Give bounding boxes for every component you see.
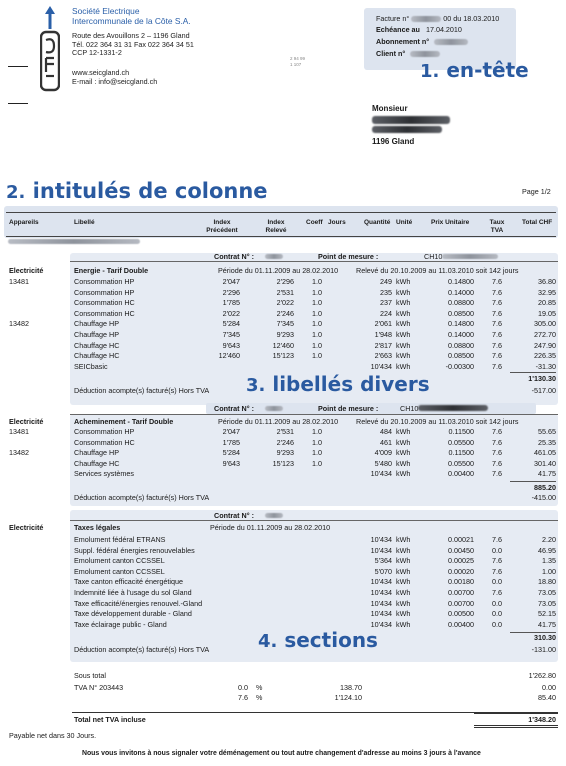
col-appareils: Appareils	[9, 219, 39, 226]
table-row	[0, 341, 566, 350]
cell-unite: kWh	[396, 619, 411, 629]
col-quantite: Quantité	[364, 219, 391, 226]
facture-date: 00 du 18.03.2010	[443, 14, 500, 23]
cell-quantite: 237	[380, 298, 392, 308]
cell-prix-unitaire: 0.14000	[448, 287, 474, 297]
col-taux-2: TVA	[490, 227, 504, 235]
cell-taux-tva: 7.6	[492, 458, 502, 468]
total-label: Total net TVA incluse	[74, 715, 146, 724]
cell-taux-tva: 0.0	[492, 598, 502, 608]
cell-total: 305.00	[534, 319, 556, 329]
address-change-notice: Nous vous invitons à nous signaler votre déménagement ou tout autre changement d'adresse au moins 3 jours à l'avance	[82, 750, 481, 757]
cell-quantite: 10'434	[370, 535, 392, 544]
cell-coeff: 1.0	[312, 308, 322, 318]
cell-unite: kWh	[396, 427, 411, 436]
company-ccp: CCP 12-1331-2	[72, 48, 122, 58]
cell-coeff: 1.0	[312, 351, 322, 361]
page-number: Page 1/2	[522, 187, 551, 196]
cell-prix-unitaire: 0.00400	[448, 469, 474, 479]
s1-point-label: Point de mesure :	[318, 252, 379, 261]
small-code-1: 2 94 99	[290, 56, 306, 61]
cell-libelle: Chauffage HP	[74, 319, 120, 329]
cell-quantite: 2'061	[374, 319, 392, 329]
cell-total: 41.75	[538, 619, 556, 629]
table-row	[0, 448, 566, 457]
cell-prix-unitaire: 0.14000	[448, 330, 474, 339]
cell-total: 41.75	[538, 469, 556, 479]
cell-total: 46.95	[538, 545, 556, 555]
cell-prix-unitaire: -0.00300	[445, 361, 474, 371]
cell-coeff: 1.0	[312, 458, 322, 468]
cell-quantite: 5'070	[374, 566, 392, 576]
cell-prix-unitaire: 0.14800	[448, 319, 474, 329]
s1-point-redacted	[442, 254, 498, 259]
sous-total-label: Sous total	[74, 671, 106, 680]
cell-taux-tva: 7.6	[492, 319, 502, 329]
cell-unite: kWh	[396, 535, 411, 544]
cell-index-releve: 7'345	[276, 319, 294, 329]
cell-libelle: Consommation HC	[74, 437, 135, 447]
cell-taux-tva: 7.6	[492, 308, 502, 318]
abonnement-redacted	[434, 39, 468, 45]
cell-index-precedent: 5'284	[222, 448, 240, 458]
cell-coeff: 1.0	[312, 330, 322, 339]
cell-index-precedent: 12'460	[218, 351, 240, 361]
cell-libelle: Chauffage HP	[74, 330, 120, 339]
cell-coeff: 1.0	[312, 298, 322, 308]
s2-contrat-label: Contrat N° :	[214, 404, 255, 413]
client-redacted	[410, 51, 440, 57]
cell-index-precedent: 2'047	[222, 277, 240, 286]
tva-amount-2: 85.40	[538, 693, 556, 702]
cell-taux-tva: 0.0	[492, 577, 502, 587]
table-row	[0, 298, 566, 307]
cell-prix-unitaire: 0.08800	[448, 340, 474, 350]
cell-quantite: 10'434	[370, 609, 392, 619]
cell-libelle: Taxe éclairage public - Gland	[74, 619, 167, 629]
s2-point-label: Point de mesure :	[318, 404, 379, 413]
cell-index-precedent: 2'047	[222, 427, 240, 436]
table-row	[0, 277, 566, 286]
cell-coeff: 1.0	[312, 437, 322, 447]
annotation-2: 2. intitulés de colonne	[6, 179, 268, 203]
cell-total: -31.30	[535, 361, 556, 371]
abonnement-label: Abonnement n°	[376, 37, 430, 46]
cell-prix-unitaire: 0.08800	[448, 298, 474, 308]
table-row	[0, 609, 566, 618]
cell-quantite: 10'434	[370, 577, 392, 587]
s2-contrat-redacted	[265, 406, 283, 411]
cell-libelle: Suppl. fédéral énergies renouvelables	[74, 545, 195, 555]
table-row	[0, 309, 566, 318]
cell-unite: kWh	[396, 437, 411, 447]
cell-quantite: 5'480	[374, 458, 392, 468]
cell-libelle: Emolument fédéral ETRANS	[74, 535, 166, 544]
s1-title: Energie - Tarif Double	[74, 266, 149, 275]
cell-index-precedent: 7'345	[222, 330, 240, 339]
cell-libelle: Emolument canton CCSSEL	[74, 566, 165, 576]
tva-rate-1: 0.0	[238, 683, 248, 692]
small-code-2: 1 107	[290, 62, 302, 67]
cell-prix-unitaire: 0.11500	[448, 427, 474, 436]
cell-total: 301.40	[534, 458, 556, 468]
cell-quantite: 10'434	[370, 469, 392, 479]
cell-total: 73.05	[538, 598, 556, 608]
cell-taux-tva: 7.6	[492, 298, 502, 308]
tva-amount-1: 0.00	[542, 683, 556, 692]
tva-pct-1: %	[256, 683, 263, 692]
cell-unite: kWh	[396, 361, 411, 371]
table-row	[0, 288, 566, 297]
cell-taux-tva: 7.6	[492, 437, 502, 447]
cell-coeff: 1.0	[312, 448, 322, 458]
cell-prix-unitaire: 0.00020	[448, 566, 474, 576]
s3-contrat-redacted	[265, 513, 283, 518]
cell-appareil: 13481	[9, 277, 29, 286]
cell-quantite: 10'434	[370, 545, 392, 555]
s2-title: Acheminement - Tarif Double	[74, 417, 174, 426]
col-taux-1: Taux	[489, 219, 505, 226]
cell-taux-tva: 7.6	[492, 566, 502, 576]
cell-libelle: Taxe canton efficacité énergétique	[74, 577, 183, 587]
cell-index-releve: 12'460	[272, 340, 294, 350]
cell-appareil: 13482	[9, 448, 29, 458]
cell-unite: kWh	[396, 330, 411, 339]
cell-index-releve: 15'123	[272, 351, 294, 361]
cell-libelle: Chauffage HC	[74, 351, 120, 361]
col-libelle: Libellé	[74, 219, 95, 226]
s3-deduction-label: Déduction acompte(s) facturé(s) Hors TVA	[74, 645, 210, 654]
s3-type: Electricité	[9, 523, 44, 532]
s1-subtotal: 1'130.30	[528, 374, 556, 383]
cell-prix-unitaire: 0.00500	[448, 609, 474, 619]
cell-index-releve: 2'296	[276, 277, 294, 286]
cell-index-releve: 2'531	[276, 287, 294, 297]
cell-prix-unitaire: 0.00450	[448, 545, 474, 555]
annotation-4: 4. sections	[258, 628, 378, 652]
cell-unite: kWh	[396, 448, 411, 458]
cell-prix-unitaire: 0.05500	[448, 437, 474, 447]
cell-unite: kWh	[396, 598, 411, 608]
cell-libelle: Services systèmes	[74, 469, 134, 479]
cell-index-precedent: 2'022	[222, 308, 240, 318]
total-value: 1'348.20	[528, 715, 556, 724]
cell-appareil: 13482	[9, 319, 29, 329]
annotation-1: 1. en-tête	[420, 58, 529, 82]
s1-deduction-value: -517.00	[531, 386, 556, 395]
account-line-redacted	[8, 239, 140, 244]
tva-base-1: 138.70	[340, 683, 362, 692]
cell-taux-tva: 0.0	[492, 545, 502, 555]
cell-taux-tva: 7.6	[492, 469, 502, 479]
recipient-city: 1196 Gland	[372, 137, 415, 146]
cell-total: 73.05	[538, 588, 556, 597]
cell-total: 272.70	[534, 330, 556, 339]
col-coeff: Coeff	[306, 219, 323, 226]
s3-periode: Période du 01.11.2009 au 28.02.2010	[210, 523, 331, 532]
cell-unite: kWh	[396, 609, 411, 619]
col-index-prec-1: Index	[213, 219, 231, 226]
cell-libelle: Taxe efficacité/énergies renouvel.-Gland	[74, 598, 203, 608]
table-row	[0, 362, 566, 371]
cell-quantite: 10'434	[370, 619, 392, 629]
s1-contrat-label: Contrat N° :	[214, 252, 255, 261]
cell-unite: kWh	[396, 340, 411, 350]
cell-taux-tva: 7.6	[492, 361, 502, 371]
s1-type: Electricité	[9, 266, 44, 275]
cell-total: 247.90	[534, 340, 556, 350]
facture-label: Facture n°	[376, 14, 410, 23]
cell-coeff: 1.0	[312, 277, 322, 286]
cell-total: 25.35	[538, 437, 556, 447]
cell-quantite: 461	[380, 437, 392, 447]
cell-taux-tva: 0.0	[492, 609, 502, 619]
company-name-line1: Société Electrique	[72, 6, 140, 16]
cell-unite: kWh	[396, 319, 411, 329]
cell-total: 55.65	[538, 427, 556, 436]
table-row	[0, 567, 566, 576]
cell-taux-tva: 7.6	[492, 351, 502, 361]
s2-deduction-label: Déduction acompte(s) facturé(s) Hors TVA	[74, 493, 210, 502]
cell-prix-unitaire: 0.05500	[448, 458, 474, 468]
cell-libelle: Consommation HC	[74, 298, 135, 308]
table-row	[0, 577, 566, 586]
cell-quantite: 5'364	[374, 556, 392, 566]
cell-prix-unitaire: 0.00700	[448, 598, 474, 608]
cell-coeff: 1.0	[312, 427, 322, 436]
cell-quantite: 235	[380, 287, 392, 297]
cell-index-precedent: 1'785	[222, 298, 240, 308]
s3-subtotal: 310.30	[534, 633, 556, 642]
cell-libelle: Consommation HP	[74, 427, 135, 436]
cell-index-releve: 9'293	[276, 448, 294, 458]
cell-prix-unitaire: 0.14800	[448, 277, 474, 286]
cell-index-precedent: 5'284	[222, 319, 240, 329]
cell-unite: kWh	[396, 588, 411, 597]
table-row	[0, 459, 566, 468]
cell-quantite: 2'817	[374, 340, 392, 350]
cell-libelle: Chauffage HC	[74, 458, 120, 468]
cell-prix-unitaire: 0.00700	[448, 588, 474, 597]
cell-total: 461.05	[534, 448, 556, 458]
cell-taux-tva: 7.6	[492, 277, 502, 286]
s1-releve: Relevé du 20.10.2009 au 11.03.2010 soit 142 jours	[356, 266, 519, 275]
table-row	[0, 319, 566, 328]
company-name-line2: Intercommunale de la Côte S.A.	[72, 16, 191, 26]
cell-prix-unitaire: 0.08500	[448, 351, 474, 361]
cell-taux-tva: 7.6	[492, 340, 502, 350]
cell-index-precedent: 9'643	[222, 340, 240, 350]
cell-libelle: Emolument canton CCSSEL	[74, 556, 165, 566]
table-row	[0, 556, 566, 565]
cell-quantite: 10'434	[370, 598, 392, 608]
col-jours: Jours	[328, 219, 346, 226]
table-row	[0, 535, 566, 544]
cell-unite: kWh	[396, 556, 411, 566]
cell-total: 19.05	[538, 308, 556, 318]
tva-pct-2: %	[256, 693, 263, 702]
fold-mark-bottom	[8, 103, 28, 104]
s2-type: Electricité	[9, 417, 44, 426]
cell-libelle: SEICbasic	[74, 361, 108, 371]
cell-prix-unitaire: 0.00400	[448, 619, 474, 629]
cell-quantite: 224	[380, 308, 392, 318]
cell-index-precedent: 9'643	[222, 458, 240, 468]
cell-prix-unitaire: 0.08500	[448, 308, 474, 318]
s1-periode: Période du 01.11.2009 au 28.02.2010	[218, 266, 339, 275]
cell-total: 32.95	[538, 287, 556, 297]
cell-libelle: Chauffage HP	[74, 448, 120, 458]
cell-total: 1.00	[542, 566, 556, 576]
cell-unite: kWh	[396, 351, 411, 361]
cell-total: 36.80	[538, 277, 556, 286]
company-address: Route des Avouillons 2 – 1196 Gland	[72, 31, 190, 40]
company-website[interactable]: www.seicgland.ch	[72, 68, 130, 77]
cell-unite: kWh	[396, 545, 411, 555]
table-row	[0, 438, 566, 447]
cell-total: 52.15	[538, 609, 556, 619]
cell-index-releve: 2'531	[276, 427, 294, 436]
cell-coeff: 1.0	[312, 340, 322, 350]
recipient-street-redacted	[372, 126, 442, 133]
cell-libelle: Taxe développement durable - Gland	[74, 609, 192, 619]
cell-libelle: Consommation HP	[74, 277, 135, 286]
s1-contrat-redacted	[265, 254, 283, 259]
s2-ch: CH10	[400, 404, 419, 413]
cell-unite: kWh	[396, 469, 411, 479]
cell-unite: kWh	[396, 287, 411, 297]
s1-deduction-label: Déduction acompte(s) facturé(s) Hors TVA	[74, 386, 210, 395]
cell-index-releve: 9'293	[276, 330, 294, 339]
cell-total: 20.85	[538, 298, 556, 308]
cell-unite: kWh	[396, 566, 411, 576]
cell-libelle: Consommation HP	[74, 287, 135, 297]
col-total: Total CHF	[522, 219, 553, 226]
s2-periode: Période du 01.11.2009 au 28.02.2010	[218, 417, 339, 426]
cell-index-releve: 2'246	[276, 437, 294, 447]
table-row	[0, 588, 566, 597]
tva-base-2: 1'124.10	[334, 693, 362, 702]
table-row	[0, 599, 566, 608]
client-label: Client n°	[376, 49, 406, 58]
s2-point-redacted	[418, 405, 488, 411]
cell-coeff: 1.0	[312, 319, 322, 329]
cell-taux-tva: 7.6	[492, 448, 502, 458]
cell-total: 226.35	[534, 351, 556, 361]
cell-taux-tva: 7.6	[492, 287, 502, 297]
echeance-label: Echéance au	[376, 25, 420, 34]
cell-quantite: 4'009	[374, 448, 392, 458]
tva-label: TVA N° 203443	[74, 683, 124, 692]
s3-deduction-value: -131.00	[531, 645, 556, 654]
cell-quantite: 10'434	[370, 588, 392, 597]
col-index-prec-2: Précédent	[206, 227, 238, 235]
cell-quantite: 10'434	[370, 361, 392, 371]
cell-quantite: 484	[380, 427, 392, 436]
cell-libelle: Consommation HC	[74, 308, 135, 318]
cell-taux-tva: 7.6	[492, 330, 502, 339]
cell-unite: kWh	[396, 308, 411, 318]
table-row	[0, 351, 566, 360]
cell-index-precedent: 2'296	[222, 287, 240, 297]
table-row	[0, 546, 566, 555]
cell-quantite: 1'948	[374, 330, 392, 339]
cell-appareil: 13481	[9, 427, 29, 436]
s2-releve: Relevé du 20.10.2009 au 11.03.2010 soit 142 jours	[356, 417, 519, 426]
recipient-title: Monsieur	[372, 104, 408, 113]
cell-quantite: 2'663	[374, 351, 392, 361]
fold-mark-top	[8, 66, 28, 67]
tva-rate-2: 7.6	[238, 693, 248, 702]
cell-prix-unitaire: 0.11500	[448, 448, 474, 458]
cell-total: 1.35	[542, 556, 556, 566]
cell-taux-tva: 0.0	[492, 619, 502, 629]
cell-unite: kWh	[396, 577, 411, 587]
cell-total: 18.80	[538, 577, 556, 587]
cell-prix-unitaire: 0.00025	[448, 556, 474, 566]
facture-number-redacted	[411, 16, 441, 22]
sous-total-value: 1'262.80	[528, 671, 556, 680]
col-index-rel-1: Index	[267, 219, 285, 226]
col-index-rel-2: Relevé	[265, 227, 287, 235]
cell-total: 2.20	[542, 535, 556, 544]
echeance-value: 17.04.2010	[425, 25, 462, 34]
cell-taux-tva: 7.6	[492, 588, 502, 597]
cell-index-releve: 15'123	[272, 458, 294, 468]
cell-prix-unitaire: 0.00021	[448, 535, 474, 544]
company-email[interactable]: E-mail : info@seicgland.ch	[72, 76, 158, 86]
cell-taux-tva: 7.6	[492, 427, 502, 436]
cell-taux-tva: 7.6	[492, 556, 502, 566]
company-logo	[40, 6, 60, 92]
annotation-3: 3. libellés divers	[246, 372, 430, 396]
col-unite: Unité	[396, 219, 413, 226]
cell-unite: kWh	[396, 458, 411, 468]
table-row	[0, 330, 566, 339]
company-phone-fax: Tél. 022 364 31 31 Fax 022 364 34 51	[72, 39, 194, 49]
table-row	[0, 427, 566, 436]
table-row	[0, 469, 566, 478]
s2-subtotal: 885.20	[534, 483, 556, 492]
s2-deduction-value: -415.00	[531, 493, 556, 502]
s1-ch: CH10	[424, 252, 443, 261]
payable-note: Payable net dans 30 Jours.	[9, 731, 97, 740]
s3-title: Taxes légales	[74, 523, 121, 532]
cell-index-precedent: 1'785	[222, 437, 240, 447]
cell-libelle: Chauffage HC	[74, 340, 120, 350]
cell-prix-unitaire: 0.00180	[448, 577, 474, 587]
recipient-name-redacted	[372, 116, 450, 124]
cell-index-releve: 2'022	[276, 298, 294, 308]
cell-unite: kWh	[396, 298, 411, 308]
cell-index-releve: 2'246	[276, 308, 294, 318]
cell-coeff: 1.0	[312, 287, 322, 297]
s3-contrat-label: Contrat N° :	[214, 511, 255, 520]
cell-libelle: Indemnité liée à l'usage du sol Gland	[74, 588, 192, 597]
cell-unite: kWh	[396, 277, 411, 286]
cell-taux-tva: 7.6	[492, 535, 502, 544]
cell-quantite: 249	[380, 277, 392, 286]
col-prix: Prix Unitaire	[431, 219, 470, 226]
